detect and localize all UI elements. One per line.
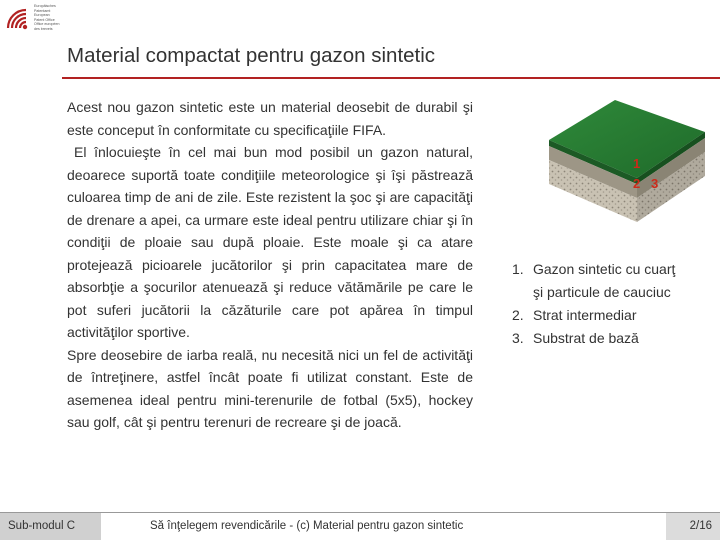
logo-line: des brevets bbox=[34, 26, 53, 31]
legend-item bbox=[512, 258, 682, 304]
logo-line: Patent Office bbox=[34, 17, 55, 22]
paragraph-intro: Acest nou gazon sintetic este un material deosebit de durabil şi este conceput în conformitate cu specificaţiile FIFA. bbox=[67, 99, 473, 138]
logo-text bbox=[34, 4, 72, 32]
logo-line: Office européen bbox=[34, 22, 60, 27]
legend-number: 2. bbox=[512, 307, 524, 323]
epo-logo-icon bbox=[2, 4, 30, 32]
epo-logo bbox=[2, 2, 72, 38]
legend-text: Substrat de bază bbox=[533, 330, 639, 346]
callout-1: 1 bbox=[633, 156, 641, 171]
footer-caption: Să înţelegem revendicările - (c) Material pentru gazon sintetic bbox=[150, 520, 464, 532]
legend-text: Strat intermediar bbox=[533, 307, 637, 323]
logo-line: European bbox=[34, 13, 50, 18]
callout-3: 3 bbox=[651, 176, 659, 191]
footer-module: Sub-modul C bbox=[0, 513, 101, 540]
paragraph-maintenance: Spre deosebire de iarba reală, nu necesită nici un fel de activităţi de întreţinere, astfel încât poate fi utilizat constant. Este de asemenea ideal pentru mini-terenurile de fotbal (5x5), hockey sau golf, cât şi pentru terenuri de recreare şi de joacă. bbox=[67, 346, 473, 430]
footer-page-number: 2/16 bbox=[666, 513, 720, 540]
turf-layers-illustration bbox=[545, 92, 710, 232]
legend-item bbox=[512, 327, 682, 350]
slide-title: Material compactat pentru gazon sintetic bbox=[67, 44, 436, 67]
logo-line: Europäisches bbox=[34, 4, 56, 8]
legend-number: 1. bbox=[512, 261, 524, 277]
layer-legend bbox=[512, 258, 682, 350]
legend-text: Gazon sintetic cu cuarţ şi particule de cauciuc bbox=[533, 261, 676, 300]
paragraph-properties: El înlocuieşte în cel mai bun mod posibil un gazon natural, deoarece suportă toate condiţiile meteorologice şi îşi păstrează culoarea timp de ani de zile. Este rezistent la şoc şi are capacităţi de drenare a apei, ca urmare este ideal pentru utilizare chiar şi în condiţii de ploaie sau după ploaie. Este moale şi ca atare protejează picioarele jucătorilor şi prin capacitatea mare de absorbţie a şocurilor atenuează şi reduce vătămările pe care le pot suferi jucătorii la căzăturile care pot apărea în timpul activităţilor sportive. bbox=[67, 144, 473, 340]
logo-line: Patentamt bbox=[34, 8, 51, 13]
legend-item bbox=[512, 304, 682, 327]
legend-number: 3. bbox=[512, 330, 524, 346]
callout-2: 2 bbox=[633, 176, 641, 191]
title-divider bbox=[62, 77, 720, 79]
body-text bbox=[67, 96, 473, 434]
